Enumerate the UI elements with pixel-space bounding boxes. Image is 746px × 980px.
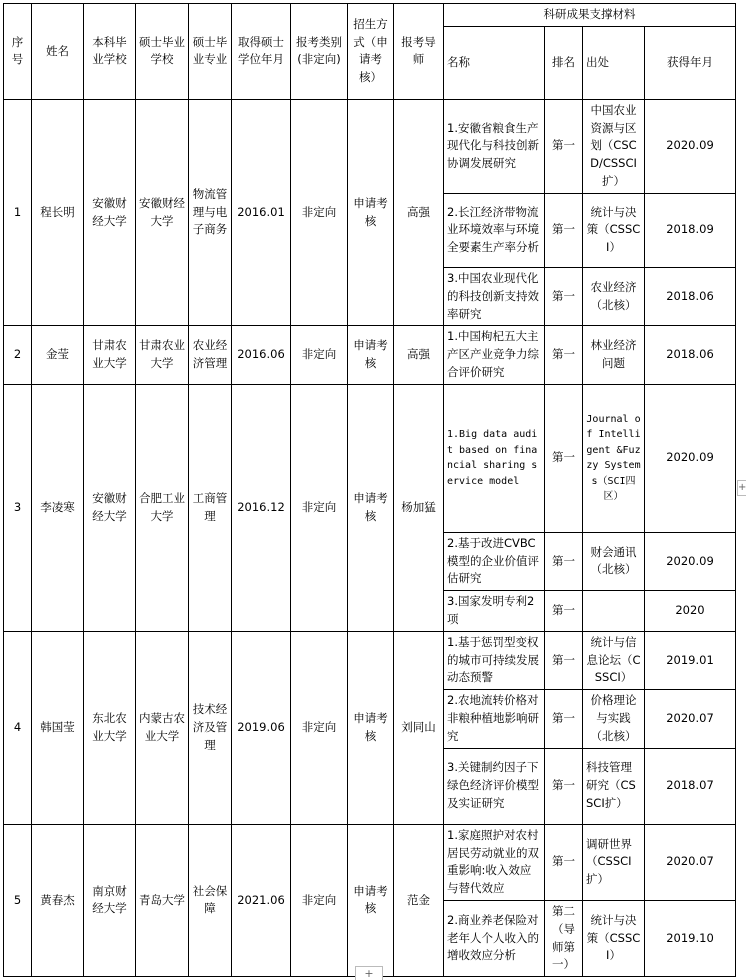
cell-source: 价格理论与实践（北核） — [583, 690, 645, 748]
header-master-school: 硕士毕业学校 — [136, 4, 189, 100]
header-seq: 序号 — [4, 4, 32, 100]
cell-year: 2020 — [645, 591, 736, 632]
cell-year: 2020.07 — [645, 690, 736, 748]
cell-year: 2020.09 — [645, 99, 736, 193]
cell-rank: 第一 — [545, 326, 583, 384]
cell-year: 2018.06 — [645, 326, 736, 384]
cell-master-major: 工商管理 — [189, 384, 232, 631]
cell-title: 1.中国枸杞五大主产区产业竞争力综合评价研究 — [444, 326, 545, 384]
header-source: 出处 — [583, 26, 645, 99]
cell-year: 2018.09 — [645, 193, 736, 267]
cell-source: 财会通讯（北核） — [583, 532, 645, 590]
cell-title: 3.中国农业现代化的科技创新支持效率研究 — [444, 267, 545, 325]
cell-rank: 第二（导师第一） — [545, 900, 583, 976]
table-expand-handle-bottom[interactable]: + — [355, 966, 383, 980]
cell-year: 2020.09 — [645, 384, 736, 532]
cell-title: 2.商业养老保险对老年人个人收入的增收效应分析 — [444, 900, 545, 976]
cell-title: 2.农地流转价格对非粮种植地影响研究 — [444, 690, 545, 748]
header-master-major: 硕士毕业专业 — [189, 4, 232, 100]
cell-master-major: 物流管理与电子商务 — [189, 99, 232, 326]
table-row — [4, 384, 736, 532]
cell-undergrad: 安徽财经大学 — [84, 99, 136, 326]
cell-category: 非定向 — [291, 326, 348, 384]
cell-advisor: 杨加猛 — [394, 384, 444, 631]
header-category: 报考类别(非定向) — [291, 4, 348, 100]
table-row — [4, 824, 736, 900]
table-row — [4, 99, 736, 193]
cell-seq: 3 — [4, 384, 32, 631]
cell-source: 科技管理研究（CSSCI扩） — [583, 748, 645, 824]
cell-source: 农业经济（北核） — [583, 267, 645, 325]
cell-seq: 2 — [4, 326, 32, 384]
cell-method: 申请考核 — [348, 99, 394, 326]
header-rank: 排名 — [545, 26, 583, 99]
cell-rank: 第一 — [545, 690, 583, 748]
cell-advisor: 刘同山 — [394, 631, 444, 824]
cell-master-school: 甘肃农业大学 — [136, 326, 189, 384]
cell-method: 申请考核 — [348, 326, 394, 384]
cell-advisor: 高强 — [394, 99, 444, 326]
cell-source: Journal of Intelligent &Fuzzy Systems（SCI四区） — [583, 384, 645, 532]
cell-name: 黄春杰 — [32, 824, 84, 977]
cell-master-major: 农业经济管理 — [189, 326, 232, 384]
table-row — [4, 631, 736, 689]
cell-title: 1.家庭照护对农村居民劳动就业的双重影响:收入效应与替代效应 — [444, 824, 545, 900]
cell-rank: 第一 — [545, 193, 583, 267]
cell-method: 申请考核 — [348, 824, 394, 977]
header-degree-date: 取得硕士学位年月 — [232, 4, 291, 100]
cell-rank: 第一 — [545, 591, 583, 632]
cell-master-school: 合肥工业大学 — [136, 384, 189, 631]
cell-undergrad: 安徽财经大学 — [84, 384, 136, 631]
cell-advisor: 范金 — [394, 824, 444, 977]
cell-rank: 第一 — [545, 99, 583, 193]
table-expand-handle-right[interactable]: + — [737, 480, 746, 496]
cell-year: 2019.10 — [645, 900, 736, 976]
cell-category: 非定向 — [291, 99, 348, 326]
cell-undergrad: 甘肃农业大学 — [84, 326, 136, 384]
cell-year: 2018.06 — [645, 267, 736, 325]
cell-source: 调研世界（CSSCI扩） — [583, 824, 645, 900]
cell-source — [583, 591, 645, 632]
cell-seq: 5 — [4, 824, 32, 977]
header-research-group: 科研成果支撑材料 — [444, 4, 736, 27]
cell-rank: 第一 — [545, 824, 583, 900]
cell-title: 2.长江经济带物流业环境效率与环境全要素生产率分析 — [444, 193, 545, 267]
cell-master-major: 社会保障 — [189, 824, 232, 977]
cell-rank: 第一 — [545, 631, 583, 689]
cell-degree-date: 2019.06 — [232, 631, 291, 824]
cell-name: 李凌寒 — [32, 384, 84, 631]
cell-advisor: 高强 — [394, 326, 444, 384]
cell-master-school: 青岛大学 — [136, 824, 189, 977]
cell-source: 林业经济问题 — [583, 326, 645, 384]
cell-title: 1.基于惩罚型变权的城市可持续发展动态预警 — [444, 631, 545, 689]
cell-degree-date: 2021.06 — [232, 824, 291, 977]
cell-category: 非定向 — [291, 824, 348, 977]
table-row — [4, 326, 736, 384]
cell-degree-date: 2016.12 — [232, 384, 291, 631]
cell-degree-date: 2016.01 — [232, 99, 291, 326]
cell-source: 统计与决策（CSSCI） — [583, 900, 645, 976]
cell-rank: 第一 — [545, 532, 583, 590]
cell-title: 1.安徽省粮食生产现代化与科技创新协调发展研究 — [444, 99, 545, 193]
cell-title: 3.国家发明专利2项 — [444, 591, 545, 632]
cell-year: 2020.09 — [645, 532, 736, 590]
cell-master-school: 内蒙古农业大学 — [136, 631, 189, 824]
cell-rank: 第一 — [545, 384, 583, 532]
cell-rank: 第一 — [545, 267, 583, 325]
cell-title: 1.Big data audit based on financial sharing service model — [444, 384, 545, 532]
header-undergrad: 本科毕业学校 — [84, 4, 136, 100]
cell-name: 金莹 — [32, 326, 84, 384]
cell-category: 非定向 — [291, 384, 348, 631]
header-name: 姓名 — [32, 4, 84, 100]
cell-master-major: 技术经济及管理 — [189, 631, 232, 824]
cell-undergrad: 东北农业大学 — [84, 631, 136, 824]
cell-seq: 1 — [4, 99, 32, 326]
cell-year: 2018.07 — [645, 748, 736, 824]
cell-year: 2019.01 — [645, 631, 736, 689]
cell-title: 2.基于改进CVBC模型的企业价值评估研究 — [444, 532, 545, 590]
cell-category: 非定向 — [291, 631, 348, 824]
header-advisor: 报考导师 — [394, 4, 444, 100]
cell-degree-date: 2016.06 — [232, 326, 291, 384]
header-year: 获得年月 — [645, 26, 736, 99]
cell-method: 申请考核 — [348, 384, 394, 631]
cell-seq: 4 — [4, 631, 32, 824]
cell-source: 中国农业资源与区划（CSCD/CSSCI扩） — [583, 99, 645, 193]
cell-name: 韩国莹 — [32, 631, 84, 824]
applicant-table — [3, 3, 736, 977]
cell-year: 2020.07 — [645, 824, 736, 900]
cell-title: 3.关键制约因子下绿色经济评价模型及实证研究 — [444, 748, 545, 824]
cell-method: 申请考核 — [348, 631, 394, 824]
header-title: 名称 — [444, 26, 545, 99]
cell-source: 统计与信息论坛（CSSCI） — [583, 631, 645, 689]
cell-rank: 第一 — [545, 748, 583, 824]
cell-source: 统计与决策（CSSCI） — [583, 193, 645, 267]
cell-master-school: 安徽财经大学 — [136, 99, 189, 326]
cell-undergrad: 南京财经大学 — [84, 824, 136, 977]
header-method: 招生方式（申请考核） — [348, 4, 394, 100]
cell-name: 程长明 — [32, 99, 84, 326]
